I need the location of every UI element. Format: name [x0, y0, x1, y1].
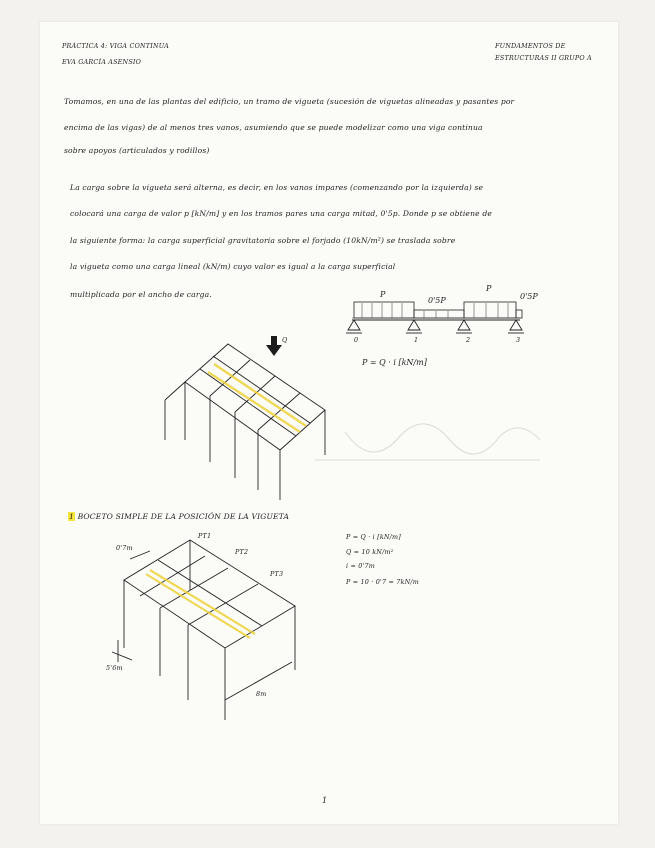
section-title-text: BOCETO SIMPLE DE LA POSICIÓN DE LA VIGUETA — [77, 512, 290, 521]
dim-width-label: 0'7m — [116, 544, 133, 552]
calc-line3: i = 0'7m — [346, 562, 376, 570]
load-label-half-p1: 0'5P — [428, 296, 446, 305]
paragraph2-line3: la siguiente forma: la carga superficial gravitatoria sobre el forjado (10kN/m²) se traslada sobre — [70, 236, 456, 245]
paragraph2-line2: colocará una carga de valor p [kN/m] y en los tramos pares una carga mitad, 0'5p. Donde p se obtiene de — [70, 209, 492, 218]
paragraph2-line5: multiplicada por el ancho de carga. — [70, 290, 212, 299]
section-number: 1 — [69, 512, 74, 521]
paragraph1-line3: sobre apoyos (articulados y rodillos) — [64, 146, 210, 155]
load-label-half-p2: 0'5P — [520, 292, 538, 301]
load-label-p2: P — [486, 284, 492, 293]
paragraph2-line4: la vigueta como una carga lineal (kN/m) cuyo valor es igual a la carga superficial — [70, 262, 396, 271]
calc-line1: P = Q · i [kN/m] — [346, 533, 401, 541]
pt1-label: PT1 — [198, 532, 212, 540]
paragraph2-line1: La carga sobre la vigueta será alterna, es decir, en los vanos impares (comenzando por la izquierda) se — [70, 183, 484, 192]
header-group: ESTRUCTURAS II GRUPO A — [495, 54, 592, 62]
dim-left-label: 5'6m — [106, 664, 123, 672]
support-label-2: 2 — [466, 336, 471, 344]
frame1-load-label: Q — [282, 336, 288, 344]
formula-load: P = Q · i [kN/m] — [362, 358, 427, 367]
header-practice-title: PRÁCTICA 4: VIGA CONTINUA — [62, 42, 169, 50]
calc-line2: Q = 10 kN/m² — [346, 548, 394, 556]
calc-line4: P = 10 · 0'7 = 7kN/m — [346, 578, 419, 586]
support-label-1: 1 — [414, 336, 419, 344]
pt3-label: PT3 — [270, 570, 284, 578]
dim-right-label: 8m — [256, 690, 267, 698]
page-number: 1 — [322, 796, 328, 805]
header-course: FUNDAMENTOS DE — [495, 42, 566, 50]
paragraph1-line2: encima de las vigas) de al menos tres vanos, asumiendo que se puede modelizar como una viga continua — [64, 123, 483, 132]
load-label-p1: P — [380, 290, 386, 299]
pt2-label: PT2 — [235, 548, 249, 556]
support-label-0: 0 — [354, 336, 359, 344]
header-author: EVA GARCÍA ASENSIO — [62, 58, 142, 66]
support-label-3: 3 — [516, 336, 521, 344]
paragraph1-line1: Tomamos, en una de las plantas del edificio, un tramo de vigueta (sucesión de viguetas alineadas y pasantes por — [64, 97, 515, 106]
